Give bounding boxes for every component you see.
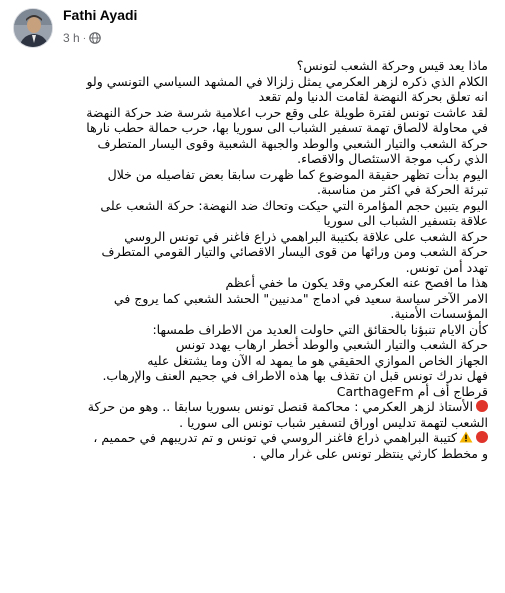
post-line [10,167,488,183]
post-line-text: و مخطط كارثي ينتظر تونس على غرار مالي . [252,445,488,461]
post-line [10,213,488,229]
post-line [10,198,488,214]
globe-icon[interactable] [89,32,101,44]
post-line-text: الجهاز الخاص الموازي الحقيقي هو ما يمهد له الآن وما يشتغل عليه [147,352,488,368]
post-meta [63,31,101,45]
post-line [10,260,488,276]
warning-icon [459,431,473,443]
post-line-text: الشعب لتهمة تدليس اوراق لتسفير شباب تونس الى سوريا . [179,414,488,430]
post-line-text: انه تعلق بحركة النهضة لقامت الدنيا ولم تقعد [258,89,488,104]
post-line-text: حركة الشعب ومن ورائها من قوى اليسار الاقصائي والتيار القومي المتطرف [101,244,488,259]
post-line-text: كأن الايام تنبؤنا بالحقائق التي حاولت العديد من الاطراف طمسها: [152,321,488,337]
post-line-text: فهل ندرك تونس قبل ان تقذف بها هذه الاطراف في جحيم العنف والإرهاب. [102,368,488,383]
post-line-text: الذي ركب موجة الاستئصال والاقصاء. [297,151,488,166]
post-line [10,151,488,167]
post-line [10,446,488,462]
post-line-text: الكلام الذي ذكره لزهر العكرمي يمثل زلزالا في المشهد السياسي التونسي ولو [86,73,488,89]
post-line-text: هذا ما افصح عنه العكرمي وقد يكون ما خفي أعظم [225,275,488,290]
post-line [10,244,488,260]
post-time[interactable]: 3 h [63,31,80,45]
post-line [10,430,488,446]
avatar-image [14,9,53,48]
post-line-text: الامر الآخر سياسة سعيد في ادماج "مدنيين" الحشد الشعبي كما يروج في [113,290,488,306]
post-line [10,120,488,136]
post-line-text: حركة الشعب والتيار الشعبي والوطد أخطر ارهاب يهدد تونس [175,337,488,352]
post-line-text: تبرئة الحركة في اكثر من مناسبة. [317,182,488,197]
post-line-text: اليوم بدأت تظهر حقيقة الموضوع كما ظهرت سابقا بعض تفاصيله من خلال [107,166,488,182]
red-circle-icon [476,431,488,443]
post-line-text: في محاولة لالصاق تهمة تسفير الشباب الى سوريا بها، حرب حمالة حطب نارها [86,120,488,135]
post-line [10,275,488,291]
post-line-text: علاقة بتسفير الشباب الى سوريا [323,213,488,228]
post-line [10,89,488,105]
post-body [10,58,488,461]
post-line-text: كتيبة البراهمي ذراع فاغنر الروسي في تونس و تم تدريبهم في حمميم ، [93,430,457,445]
post-line [10,105,488,121]
post-line-text: المؤسسات الأمنية. [390,306,488,321]
post-line [10,368,488,384]
post-line [10,136,488,152]
post-line [10,384,488,400]
post-line [10,322,488,338]
post-line-text: لقد عاشت تونس لفترة طويلة على وقع حرب اعلامية شرسة ضد حركة النهضة [86,104,488,120]
author-name[interactable]: Fathi Ayadi [63,7,138,23]
post-line [10,399,488,415]
post-line-text: تهدد أمن تونس. [405,259,488,275]
post-line-text: اليوم يتبين حجم المؤامرة التي حيكت وتحاك ضد النهضة: حركة الشعب على [100,197,488,213]
red-circle-icon [476,400,488,412]
meta-separator: · [82,32,87,44]
post-line [10,74,488,90]
post-line-text: الأستاذ لزهر العكرمي : محاكمة قنصل تونس بسوريا سابقا .. وهو من حركة [87,399,473,414]
post-line-text: قرطاج أف أم CarthageFm [336,383,488,399]
post-line [10,337,488,353]
post-line [10,415,488,431]
post-line-text: حركة الشعب والتيار الشعبي والوطد والجبهة الشعبية وقوى اليسار المتطرف [97,135,488,151]
post-line-text: حركة الشعب على علاقة بكتيبة البراهمي ذراع فاغنر في تونس الروسي [124,228,488,244]
post-line [10,229,488,245]
post-line-text: ماذا يعد قيس وحركة الشعب لتونس؟ [296,58,488,73]
post-line [10,291,488,307]
post-header [0,0,505,56]
post-line [10,58,488,74]
post-line [10,182,488,198]
post-line [10,306,488,322]
post-line [10,353,488,369]
author-avatar[interactable] [13,8,53,48]
